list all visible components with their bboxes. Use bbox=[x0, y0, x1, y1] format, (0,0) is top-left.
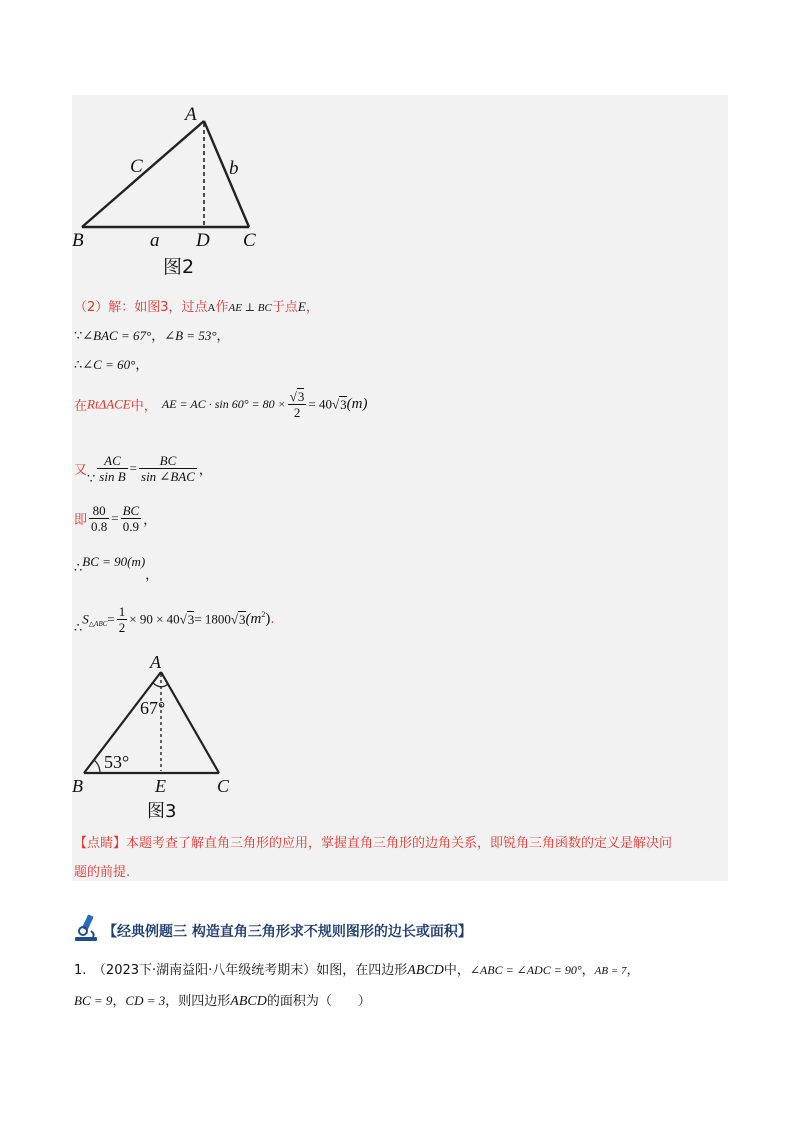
solution-line-7 bbox=[74, 554, 158, 583]
fig3-point-a: A bbox=[150, 652, 161, 672]
line3-math: ∠C = 60° bbox=[82, 357, 136, 372]
solution-line-4: 在RtΔACE中， AE = AC · sin 60° = 80 × $\frac{√3}{2}$ = 40√3(m) bbox=[74, 389, 368, 420]
line8-therefore: ∴ bbox=[74, 620, 83, 635]
problem-mid-1: 中， bbox=[443, 963, 470, 978]
section-heading: 【经典例题三 构造直角三角形求不规则图形的边长或面积】 bbox=[103, 924, 472, 940]
line8-subscript: △ABC bbox=[88, 620, 108, 629]
problem-number: 1. bbox=[74, 963, 87, 978]
line1-verb: 作 bbox=[215, 300, 229, 315]
line4-lhs: AE = AC · sin 60° = 80 × bbox=[161, 397, 286, 411]
problem-quad-1: ABCD bbox=[407, 963, 444, 978]
line5-f2-den: sin ∠BAC bbox=[141, 469, 195, 484]
solution-line-3 bbox=[74, 354, 148, 373]
fig3-caption: 图3 bbox=[147, 801, 177, 822]
line6-fraction-1 bbox=[89, 503, 109, 534]
solution-line-1 bbox=[74, 296, 319, 315]
line7-end: ， bbox=[145, 568, 159, 583]
fig2-point-a: A bbox=[185, 104, 197, 125]
line1-point-e: E bbox=[297, 299, 306, 314]
problem-line-2 bbox=[74, 990, 371, 1010]
problem-mid-2: ，则四边形 bbox=[165, 994, 231, 1009]
fig2-point-c: C bbox=[243, 230, 256, 251]
problem-quad-2: ABCD bbox=[230, 994, 267, 1009]
solution-line-6 bbox=[74, 503, 156, 534]
comment-line-2: 题的前提. bbox=[74, 865, 131, 880]
line8-eq: = bbox=[107, 611, 115, 627]
line4-prefix: 在 bbox=[74, 399, 88, 414]
line8-f-num: 1 bbox=[118, 604, 126, 619]
line3-end: ， bbox=[135, 358, 149, 373]
line6-f2-den: 0.9 bbox=[122, 519, 140, 534]
line8-unit-close: ) bbox=[265, 611, 271, 627]
fig2-side-a: a bbox=[150, 230, 160, 251]
solution-line-2 bbox=[74, 325, 230, 344]
line8-s: S bbox=[82, 611, 89, 627]
problem-sep-3: ， bbox=[112, 994, 126, 1009]
line6-fraction-2 bbox=[121, 503, 142, 534]
line1-end: ， bbox=[305, 300, 319, 315]
problem-line-1 bbox=[74, 959, 640, 979]
fig3-point-c: C bbox=[217, 776, 230, 796]
line8-unit-exp: 2 bbox=[261, 610, 266, 620]
line4-rhs: = 40 bbox=[308, 396, 332, 412]
fig2-caption: 图2 bbox=[163, 256, 195, 278]
problem-cond-1: ∠ABC = ∠ADC = 90° bbox=[469, 963, 582, 977]
fig3-point-b: B bbox=[72, 776, 83, 796]
problem-sep-2: ， bbox=[626, 963, 640, 978]
line1-prefix: （2）解：如图3，过点 bbox=[74, 300, 208, 315]
therefore-symbol: ∴ bbox=[74, 357, 83, 372]
line4-frac-num: 3 bbox=[297, 389, 305, 404]
line8-mid: × 90 × 40 bbox=[129, 611, 180, 627]
line5-because: ∵ bbox=[87, 471, 96, 486]
line2-end: ， bbox=[216, 329, 230, 344]
fig3-angle-b: 53° bbox=[104, 752, 130, 772]
line6-end: ， bbox=[143, 513, 157, 528]
problem-source: （2023下·湖南益阳·八年级统考期末）如图，在四边形 bbox=[99, 963, 408, 978]
line7-therefore: ∴ bbox=[74, 560, 83, 575]
problem-cond-4: CD = 3 bbox=[125, 993, 166, 1008]
line4-mid: 中， bbox=[130, 399, 157, 414]
fig3-angle-a: 67° bbox=[140, 698, 166, 718]
line1-mid: 于点 bbox=[271, 300, 298, 315]
problem-sep-1: ， bbox=[581, 963, 595, 978]
line1-math: AE ⊥ BC bbox=[228, 302, 272, 314]
line8-unit-open: (m bbox=[245, 611, 262, 627]
solution-line-5 bbox=[74, 453, 212, 487]
line6-f2-num: BC bbox=[122, 503, 140, 518]
line1-point-a: A bbox=[207, 302, 216, 314]
line8-end: . bbox=[270, 612, 275, 627]
line8-eq2: = 1800 bbox=[194, 611, 231, 627]
problem-cond-2: AB = 7 bbox=[594, 965, 627, 977]
fig2-side-b: b bbox=[229, 158, 239, 179]
line4-triangle: RtΔACE bbox=[87, 396, 131, 412]
line2-math1: ∠BAC = 67° bbox=[82, 328, 152, 343]
line8-sqrt1: 3 bbox=[187, 611, 195, 627]
line5-f2-num: BC bbox=[139, 453, 197, 469]
line6-f1-num: 80 bbox=[89, 503, 109, 519]
line6-f1-den: 0.8 bbox=[91, 519, 108, 534]
line4-fraction: $\frac{√3}{2}$ bbox=[289, 389, 305, 420]
fig2-point-d: D bbox=[196, 230, 210, 251]
line5-prefix: 又 bbox=[74, 463, 88, 478]
line2-sep: ， bbox=[151, 329, 165, 344]
line6-prefix: 即 bbox=[74, 513, 88, 528]
fig3-point-e: E bbox=[155, 776, 166, 796]
line6-eq: = bbox=[111, 510, 119, 526]
line8-f-den: 2 bbox=[118, 620, 126, 635]
microscope-icon bbox=[73, 912, 101, 942]
solution-line-8: $\therefore S_{\triangle ABC}=$ $\frac{1}{2}$ × $90 \times 40√3= 1800√3(m^2)$. bbox=[74, 604, 275, 635]
line5-f1-den: sin B bbox=[99, 469, 126, 484]
line5-eq: = bbox=[129, 460, 138, 476]
line4-unit: (m) bbox=[346, 396, 368, 412]
problem-cond-3: BC = 9 bbox=[74, 993, 113, 1008]
line8-fraction bbox=[117, 604, 128, 635]
line5-fraction-2 bbox=[139, 453, 197, 484]
because-symbol: ∵ bbox=[74, 328, 83, 343]
line7-math: BC = 90(m) bbox=[82, 554, 146, 569]
line8-sqrt2: 3 bbox=[239, 611, 246, 627]
line5-f1-num: AC bbox=[97, 453, 127, 469]
fig2-point-b: B bbox=[72, 230, 84, 251]
line5-end: ， bbox=[198, 463, 212, 478]
comment-line-1: 【点睛】本题考查了解直角三角形的应用，掌握直角三角形的边角关系，即锐角三角函数的定义是解决问 bbox=[74, 836, 673, 851]
figure-3-triangle bbox=[72, 650, 272, 810]
line4-frac-den: 2 bbox=[293, 405, 301, 420]
line4-sqrt: 3 bbox=[340, 396, 347, 412]
fig2-side-c: C bbox=[130, 156, 143, 177]
line5-fraction-1 bbox=[97, 453, 127, 484]
line2-math2: ∠B = 53° bbox=[164, 328, 217, 343]
problem-end: 的面积为（ ） bbox=[266, 994, 371, 1009]
